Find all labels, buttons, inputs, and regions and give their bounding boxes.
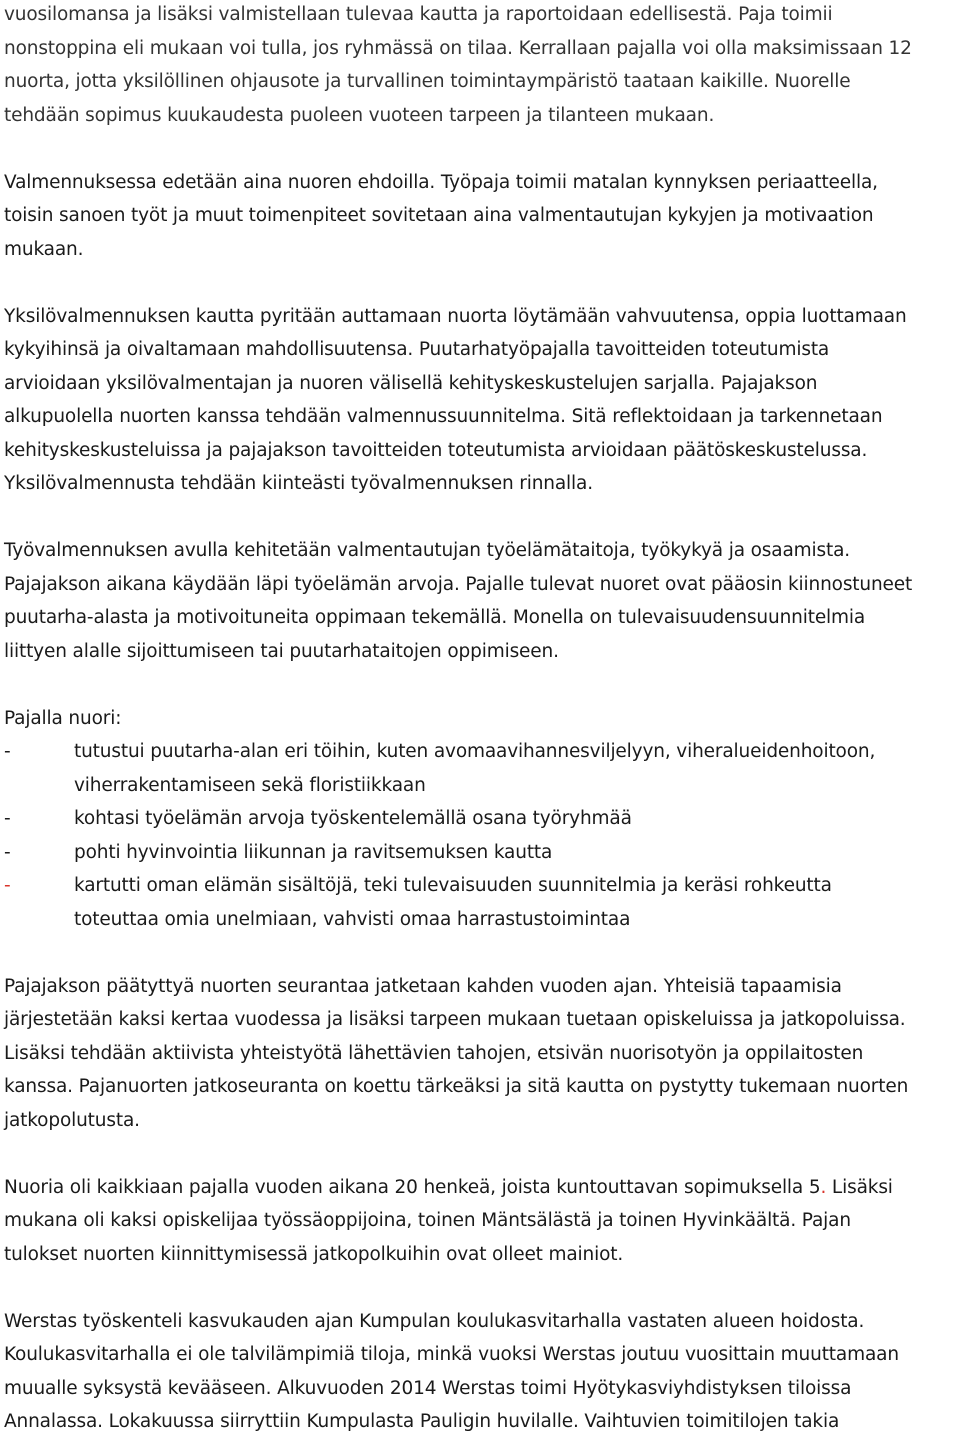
- text-line: toteuttaa omia unelmiaan, vahvisti omaa harrastustoimintaa: [74, 908, 631, 930]
- text-line: kartutti oman elämän sisältöjä, teki tulevaisuuden suunnitelmia ja keräsi rohkeutta: [74, 875, 832, 896]
- text-line: arvioidaan yksilövalmentajan ja nuoren välisellä kehityskeskustelujen sarjalla. Pajajakson: [4, 372, 818, 394]
- text-line: kohtasi työelämän arvoja työskentelemällä osana työryhmää: [74, 808, 632, 829]
- text-line: Työvalmennuksen avulla kehitetään valmentautujan työelämätaitoja, työkykyä ja osaamista.: [4, 540, 851, 561]
- list-dash: -: [4, 808, 11, 829]
- text-line: viherrakentamiseen sekä floristiikkaan: [74, 774, 426, 796]
- paragraph-follow-up: [4, 970, 954, 1138]
- text-line: kykyihinsä ja oivaltamaan mahdollisuutensa. Puutarhatyöpajalla tavoitteiden toteutumista: [4, 339, 830, 360]
- text-line: pohti hyvinvointia liikunnan ja ravitsemuksen kautta: [74, 841, 553, 863]
- paragraph-premises: [4, 1305, 954, 1439]
- text-line: mukaan.: [4, 238, 84, 260]
- document-page: [4, 0, 954, 1439]
- text-line: Yksilövalmennusta tehdään kiinteästi työvalmennuksen rinnalla.: [4, 473, 593, 494]
- paragraph-gap: [4, 266, 954, 300]
- paragraph-schedule: [4, 0, 954, 132]
- paragraph-individual-coaching: [4, 300, 954, 501]
- paragraph-gap: [4, 668, 954, 702]
- text-line: Koulukasvitarhalla ei ole talvilämpimiä tiloja, minkä vuoksi Werstas joutuu vuosittain muuttamaan: [4, 1344, 899, 1365]
- paragraph-gap: [4, 132, 954, 166]
- text-line: puutarha-alasta ja motivoituneita oppimaan tekemällä. Monella on tulevaisuudensuunnitelmia: [4, 607, 866, 628]
- text-span: Nuoria oli kaikkiaan pajalla vuoden aikana 20 henkeä, joista kuntouttavan sopimuksella 5: [4, 1176, 821, 1198]
- text-line: Yksilövalmennuksen kautta pyritään auttamaan nuorta löytämään vahvuutensa, oppia luottamaan: [4, 305, 907, 327]
- paragraph-coaching: [4, 166, 954, 267]
- text-line: Werstas työskenteli kasvukauden ajan Kumpulan koulukasvitarhalla vastaten alueen hoidosta.: [4, 1310, 865, 1332]
- bullet-list: [4, 735, 954, 936]
- list-dash-red: -: [4, 875, 11, 896]
- text-line: [4, 1171, 954, 1205]
- paragraph-gap: [4, 501, 954, 535]
- paragraph-gap: [4, 936, 954, 970]
- text-line: tutustui puutarha-alan eri töihin, kuten avomaavihannesviljelyyn, viheralueidenhoitoon,: [74, 741, 876, 762]
- text-line: nonstoppina eli mukaan voi tulla, jos ryhmässä on tilaa. Kerrallaan pajalla voi olla maksimissaan 12: [4, 37, 912, 59]
- text-line: tulokset nuorten kiinnittymisessä jatkopolkuihin ovat olleet mainiot.: [4, 1243, 624, 1265]
- paragraph-gap: [4, 1137, 954, 1171]
- list-intro: Pajalla nuori:: [4, 707, 122, 729]
- text-line: Pajajakson päätyttyä nuorten seurantaa jatketaan kahden vuoden ajan. Yhteisiä tapaamisia: [4, 975, 842, 997]
- list-dash: -: [4, 741, 11, 762]
- list-item: [4, 869, 954, 936]
- text-line: kehityskeskusteluissa ja pajajakson tavoitteiden toteutumista arvioidaan päätöskeskustelussa.: [4, 439, 868, 461]
- list-dash: -: [4, 841, 11, 863]
- text-line: mukana oli kaksi opiskelijaa työssäoppijoina, toinen Mäntsälästä ja toinen Hyvinkäältä. Pajan: [4, 1210, 851, 1231]
- text-line: liittyen alalle sijoittumiseen tai puutarhataitojen oppimiseen.: [4, 640, 559, 662]
- paragraph-work-coaching: [4, 534, 954, 668]
- text-line: Pajajakson aikana käydään läpi työelämän arvoja. Pajalle tulevat nuoret ovat pääosin kiinnostuneet: [4, 573, 913, 595]
- text-line: järjestetään kaksi kertaa vuodessa ja lisäksi tarpeen mukaan tuetaan opiskeluissa ja jatkopoluissa.: [4, 1009, 906, 1030]
- list-item: [4, 802, 954, 836]
- text-line: nuorta, jotta yksilöllinen ohjausote ja turvallinen toimintaympäristö taataan kaikille. Nuorelle: [4, 71, 851, 92]
- text-line: Lisäksi tehdään aktiivista yhteistyötä lähettävien tahojen, etsivän nuorisotyön ja oppilaitosten: [4, 1042, 864, 1064]
- list-item: [4, 735, 954, 802]
- text-line: kanssa. Pajanuorten jatkoseuranta on koettu tärkeäksi ja sitä kautta on pystytty tukemaan nuorten: [4, 1076, 909, 1097]
- red-period: .: [820, 1176, 827, 1198]
- text-line: alkupuolella nuorten kanssa tehdään valmennussuunnitelma. Sitä reflektoidaan ja tarkennetaan: [4, 406, 883, 427]
- text-line: tehdään sopimus kuukaudesta puoleen vuoteen tarpeen ja tilanteen mukaan.: [4, 104, 715, 126]
- text-line: jatkopolutusta.: [4, 1109, 140, 1131]
- text-span: Lisäksi: [826, 1176, 893, 1198]
- text-line: toisin sanoen työt ja muut toimenpiteet sovitetaan aina valmentautujan kykyjen ja motivaation: [4, 205, 874, 226]
- text-line: Valmennuksessa edetään aina nuoren ehdoilla. Työpaja toimii matalan kynnyksen periaatteella,: [4, 171, 878, 193]
- paragraph-gap: [4, 1271, 954, 1305]
- text-line: Annalassa. Lokakuussa siirryttiin Kumpulasta Pauligin huvilalle. Vaihtuvien toimitilojen takia: [4, 1411, 840, 1432]
- paragraph-participants: [4, 1171, 954, 1272]
- text-line: vuosilomansa ja lisäksi valmistellaan tulevaa kautta ja raportoidaan edellisestä. Paja toimii: [4, 4, 833, 25]
- text-line: muualle syksystä kevääseen. Alkuvuoden 2014 Werstas toimi Hyötykasviyhdistyksen tiloissa: [4, 1377, 852, 1399]
- list-item: [4, 836, 954, 870]
